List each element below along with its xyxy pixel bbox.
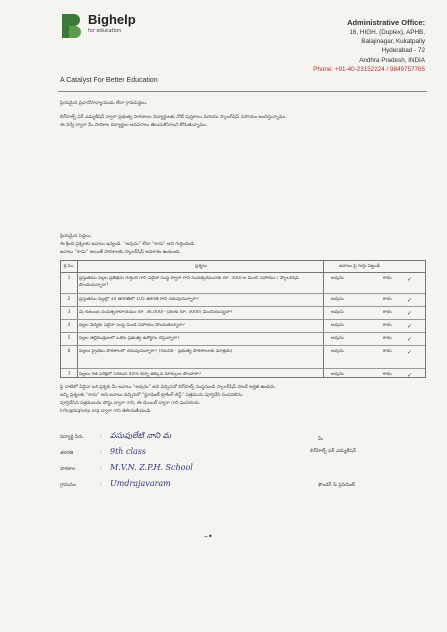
survey-row (61, 294, 425, 307)
survey-row (61, 320, 425, 333)
no-option[interactable]: కాదు (383, 297, 392, 302)
yes-option[interactable]: అవును (331, 336, 344, 341)
school-label: పాఠశాల (60, 467, 76, 472)
yes-option[interactable]: అవును (331, 323, 344, 328)
brand-subtitle: for education (88, 28, 122, 34)
header-question: ప్రశ్నలు (195, 264, 207, 269)
office-title: Administrative Office: (347, 18, 425, 27)
survey-row (61, 273, 425, 294)
row-question: పిల్లల విద్యకు ఏదైనా సంస్థ నుండి సహాయం పొందుతున్నారా? (79, 323, 185, 328)
row-num: 1 (67, 276, 71, 281)
yes-option[interactable]: అవును (331, 310, 344, 315)
check-mark-icon: ✓ (407, 276, 413, 283)
survey-row (61, 346, 425, 369)
office-line: Hyderabad - 72 (381, 47, 425, 55)
colon: : (100, 434, 102, 440)
check-mark-icon: ✓ (407, 310, 413, 317)
school-field[interactable]: M.V.N. Z.P.H. School (110, 463, 193, 472)
footer-line: పూర్తిచేసిన పత్రములను పోస్టు ద్వారా గాని, ఈ-మెయిల్ ద్వారా గాని పంపగలరు. (60, 401, 201, 406)
office-line: Andhra Pradesh, INDIA (359, 56, 425, 64)
check-mark-icon: ✓ (407, 336, 413, 343)
row-question: పిల్లలు గత పరీక్షలో సగటున 40% కన్నా తక్కువ మార్కులు పొందారా? (79, 372, 202, 377)
office-line: 16, HIGH. (Duplex), APHB, (349, 29, 425, 36)
salutation: ప్రియమైన పెద్దలు, (60, 234, 92, 239)
office-line: Balajinagar, Kukatpally (361, 38, 425, 46)
row-num: 2 (67, 297, 71, 302)
brand-name: Bighelp (88, 12, 136, 27)
village-field[interactable]: Umdrajavaram (110, 479, 171, 488)
survey-row (61, 307, 425, 320)
row-num: 4 (67, 323, 71, 328)
footer-line: info@bighelp.org ద్వారా గాని తెలియజేయండి. (60, 409, 152, 414)
check-mark-icon: ✓ (407, 349, 413, 356)
no-option[interactable]: కాదు (383, 372, 392, 377)
row-num: 3 (67, 310, 71, 315)
greeting: ప్రియమైన ప్రధానోపాధ్యాయుడు లేదా గ్రామపెద్దలు, (60, 101, 148, 106)
class-field[interactable]: 9th class (110, 447, 147, 456)
check-mark-icon: ✓ (407, 323, 413, 330)
survey-table (60, 260, 426, 378)
colon: : (100, 450, 102, 456)
stray-pen-mark: –• (204, 532, 213, 541)
row-question: మీ కుటుంబ సంవత్సరాదాయము రూ. 36,000/- (నెలకు రూ. 3000) మించియున్నదా? (79, 310, 233, 315)
row-question: ప్రస్తుతము పిల్లల్లో 10 తరగతిలో 105 తరగతి గాని చదువుచున్నారా? (79, 297, 200, 302)
footer-line: పై వాటిలో ఏదైనా ఒక ప్రశ్నకు మీ జవాబు “అవును” అని వచ్చినచో బిగ్‌హెల్ప్ సంస్థనుండి స్కాలర్‌షిప్ పొందే అర్హత ఉండదు. (60, 385, 277, 390)
signature-title: ఫౌండర్ & ప్రెసిడెంట్ (318, 483, 355, 488)
yes-option[interactable]: అవును (331, 372, 344, 377)
row-num: 5 (67, 336, 71, 341)
survey-row (61, 333, 425, 346)
no-option[interactable]: కాదు (383, 310, 392, 315)
row-num: 6 (67, 349, 71, 354)
header-divider (58, 91, 427, 92)
no-option[interactable]: కాదు (383, 323, 392, 328)
student-name-label: విద్యార్థి పేరు (60, 435, 83, 440)
no-option[interactable]: కాదు (383, 336, 392, 341)
row-question: పిల్లలు ప్రైవేటు పాఠశాలలో చదువుచున్నారా? (గమనిక - ప్రభుత్వ పాఠశాలలకు మాత్రమే) (79, 349, 233, 354)
bighelp-logo-icon (60, 12, 82, 40)
survey-row (61, 369, 425, 384)
header-num: క్ర.సం. (63, 264, 75, 269)
office-phone: Phone: +91-40-23152224 / 9849757765 (313, 65, 425, 73)
colon: : (100, 466, 102, 472)
intro-line: ఈ సర్వే ద్వారా మీ పాఠశాల విద్యార్థుల అవసరాలు తెలుసుకోవాలని కోరుతున్నాము. (60, 123, 208, 128)
check-mark-icon: ✓ (407, 297, 413, 304)
student-name-field[interactable]: పసుపులేటి నాని మ (110, 431, 172, 440)
no-option[interactable]: కాదు (383, 349, 392, 354)
yes-option[interactable]: అవును (331, 297, 344, 302)
tagline: A Catalyst For Better Education (60, 77, 158, 84)
colon: : (100, 482, 102, 488)
row-question: ప్రస్తుతము పిల్లల ప్రతిభను గుర్తించి గాని ఏదైనా సంస్థ ద్వారా గాని సంవత్సరమునకు రూ. 500/-ల మించి సహాయం / స్కాలర్‌షిప్ పొందుచున్నారా? (79, 276, 299, 288)
office-address (313, 18, 425, 74)
check-mark-icon: ✓ (407, 372, 413, 379)
footer-line: అన్ని ప్రశ్నలకు “కాదు” అని జవాబు వచ్చినచో “స్టూడెంట్ ట్రాకింగ్ లిస్ట్” పత్రమును పూర్తిచేసి పంపవలెను. (60, 393, 244, 398)
signature-line1: మీ (318, 437, 324, 442)
header-answer: జవాబు పై గుర్తు పెట్టండి (339, 264, 381, 269)
instruction-line: ఈ క్రింది ప్రశ్నలకు జవాబు ఇవ్వండి. “అవును” లేదా “కాదు” అని గుర్తించండి. (60, 242, 196, 247)
class-label: తరగతి (60, 451, 74, 456)
row-num: 7 (67, 372, 71, 377)
row-question: పిల్లల తల్లిదండ్రులలో ఒకరు ప్రభుత్వ ఉద్యోగం చేస్తున్నారా? (79, 336, 180, 341)
yes-option[interactable]: అవును (331, 276, 344, 281)
signature-org: బిగ్‌హెల్ప్ ఫర్ ఎడ్యుకేషన్ (310, 449, 357, 454)
yes-option[interactable]: అవును (331, 349, 344, 354)
instruction-line: జవాబు “కాదు” అయితే పాఠశాలకు స్కాలర్‌షిప్ అవకాశం ఉంటుంది. (60, 250, 181, 255)
intro-line: బిగ్‌హెల్ప్ ఫర్ ఎడ్యుకేషన్ ద్వారా ప్రభుత్వ పాఠశాలల విద్యార్థులకు నోట్ పుస్తకాలు మరియు స్కాలర్‌షిప్ సహాయం అందిస్తున్నాము. (60, 115, 287, 120)
table-header (61, 261, 425, 273)
no-option[interactable]: కాదు (383, 276, 392, 281)
village-label: గ్రామము (60, 483, 77, 488)
